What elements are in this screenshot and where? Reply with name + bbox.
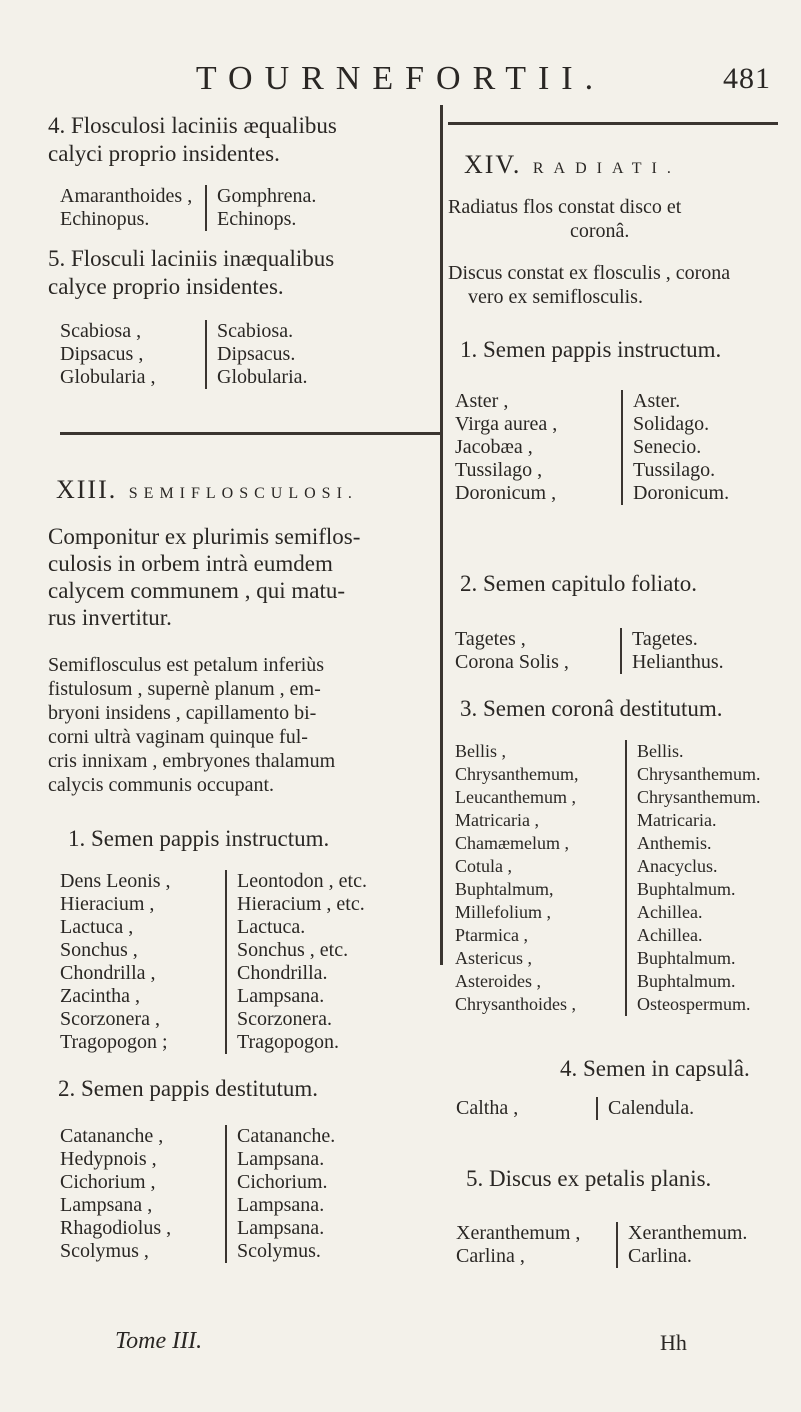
table-left-sub-2-left-3: Lampsana , xyxy=(60,1194,153,1216)
left-sub-1-heading: 1. Semen pappis instructum. xyxy=(68,826,330,851)
table-right-sub-3-left-7: Millefolium , xyxy=(455,902,551,922)
table-left-sub-1-left-4: Chondrilla , xyxy=(60,962,156,984)
left-para-1-line-2: culosis in orbem intrà eumdem xyxy=(48,551,333,576)
table-left-sub-1-right-5: Lampsana. xyxy=(237,985,325,1007)
right-para-1-line-2: coronâ. xyxy=(570,220,630,242)
table-left-sub-1-right-2: Lactuca. xyxy=(237,916,306,938)
table-left-sub-2-left-4: Rhagodiolus , xyxy=(60,1217,172,1239)
table-right-sub-3-right-2: Chrysanthemum. xyxy=(637,787,761,807)
table-right-sub-2-right xyxy=(620,628,724,674)
table-item-4-left-1: Echinopus. xyxy=(60,208,150,230)
right-para-2-line-2: vero ex semiflosculis. xyxy=(468,286,643,308)
left-para-2-line-2: fistulosum , supernè planum , em- xyxy=(48,678,321,700)
table-right-sub-3-right-10: Buphtalmum. xyxy=(637,971,736,991)
table-left-sub-2-right-2: Cichorium. xyxy=(237,1171,328,1193)
left-para-2-line-1: Semiflosculus est petalum inferiùs xyxy=(48,654,325,676)
table-item-4-left xyxy=(60,185,192,231)
table-right-sub-4-right-0: Calendula. xyxy=(608,1097,695,1119)
table-right-sub-2-left xyxy=(455,628,569,674)
table-item-5-left-1: Dipsacus , xyxy=(60,343,144,365)
section-14-roman: XIV. xyxy=(464,150,522,179)
right-para-1-line-1: Radiatus flos constat disco et xyxy=(448,196,682,218)
table-left-sub-1-left-1: Hieracium , xyxy=(60,893,155,915)
table-right-sub-5 xyxy=(456,1222,776,1274)
table-left-sub-1-right-6: Scorzonera. xyxy=(237,1008,332,1030)
table-left-sub-1-left-3: Sonchus , xyxy=(60,939,138,961)
table-left-sub-2-left-1: Hedypnois , xyxy=(60,1148,157,1170)
table-left-sub-2-right-5: Scolymus. xyxy=(237,1240,321,1262)
table-item-4-right-1: Echinops. xyxy=(217,208,297,230)
table-right-sub-4-right xyxy=(596,1097,694,1120)
right-para-2-line-1: Discus constat ex flosculis , corona xyxy=(448,262,731,284)
table-right-sub-3-left-10: Asteroides , xyxy=(455,971,541,991)
table-left-sub-1-left-0: Dens Leonis , xyxy=(60,870,171,892)
left-item-4-line-2: calyci proprio insidentes. xyxy=(48,141,280,166)
table-right-sub-4 xyxy=(456,1097,776,1127)
table-right-sub-4-left xyxy=(456,1097,518,1120)
left-para-2-line-3: bryoni insidens , capillamento bi- xyxy=(48,702,317,724)
table-right-sub-3-left-6: Buphtalmum, xyxy=(455,879,554,899)
left-para-2-line-4: corni ultrà vaginam quinque ful- xyxy=(48,726,308,748)
table-right-sub-1-right xyxy=(621,390,729,505)
table-right-sub-3-right-4: Anthemis. xyxy=(637,833,712,853)
table-left-sub-2-right-3: Lampsana. xyxy=(237,1194,325,1216)
table-right-sub-1-left-4: Doronicum , xyxy=(455,482,557,504)
table-right-sub-3-left-3: Matricaria , xyxy=(455,810,539,830)
table-right-sub-2-right-1: Helianthus. xyxy=(632,651,724,673)
table-right-sub-3-right-3: Matricaria. xyxy=(637,810,717,830)
table-item-4 xyxy=(60,185,420,241)
table-right-sub-3 xyxy=(455,740,785,1030)
table-item-5-left-2: Globularia , xyxy=(60,366,156,388)
table-right-sub-3-left-9: Astericus , xyxy=(455,948,532,968)
table-right-sub-2-left-1: Corona Solis , xyxy=(455,651,569,673)
page-number: 481 xyxy=(723,62,771,95)
table-left-sub-1-left-2: Lactuca , xyxy=(60,916,134,938)
right-sub-5-heading: 5. Discus ex petalis planis. xyxy=(466,1166,712,1191)
section-14-title: RADIATI. xyxy=(532,160,681,177)
right-sub-4-heading: 4. Semen in capsulâ. xyxy=(560,1056,750,1081)
table-left-sub-2-left-0: Catananche , xyxy=(60,1125,164,1147)
table-left-sub-1-right-4: Chondrilla. xyxy=(237,962,328,984)
table-left-sub-1-right-3: Sonchus , etc. xyxy=(237,939,349,961)
table-item-5-right xyxy=(205,320,308,389)
table-right-sub-5-left-1: Carlina , xyxy=(456,1245,525,1267)
table-item-5 xyxy=(60,320,420,392)
table-right-sub-5-left xyxy=(456,1222,580,1268)
left-item-4-line-1: 4. Flosculosi laciniis æqualibus xyxy=(48,113,337,138)
table-right-sub-3-left-1: Chrysanthemum, xyxy=(455,764,579,784)
section-rule-right xyxy=(448,122,778,125)
table-right-sub-2-right-0: Tagetes. xyxy=(632,628,698,650)
table-item-5-right-0: Scabiosa. xyxy=(217,320,294,342)
table-left-sub-1-left xyxy=(60,870,171,1054)
table-item-4-right xyxy=(205,185,316,231)
table-right-sub-5-right-1: Carlina. xyxy=(628,1245,692,1267)
section-13-heading xyxy=(56,475,358,505)
section-rule-left xyxy=(60,432,440,435)
section-13-roman: XIII. xyxy=(56,475,118,504)
table-item-4-right-0: Gomphrena. xyxy=(217,185,317,207)
table-right-sub-3-right-0: Bellis. xyxy=(637,741,684,761)
table-right-sub-1-left-3: Tussilago , xyxy=(455,459,543,481)
table-right-sub-1 xyxy=(455,390,775,510)
table-left-sub-1-left-5: Zacintha , xyxy=(60,985,140,1007)
table-right-sub-3-left-2: Leucanthemum , xyxy=(455,787,576,807)
table-left-sub-1-right xyxy=(225,870,367,1054)
page-header-title: TOURNEFORTII. xyxy=(195,60,606,97)
column-divider xyxy=(440,105,443,965)
table-left-sub-2-left-5: Scolymus , xyxy=(60,1240,149,1262)
table-item-5-right-2: Globularia. xyxy=(217,366,308,388)
right-sub-1-heading: 1. Semen pappis instructum. xyxy=(460,337,722,362)
table-item-5-left xyxy=(60,320,156,389)
table-left-sub-1-right-1: Hieracium , etc. xyxy=(237,893,365,915)
footer-signature: Tome III. xyxy=(115,1328,203,1354)
table-right-sub-3-right-1: Chrysanthemum. xyxy=(637,764,761,784)
left-para-2-line-6: calycis communis occupant. xyxy=(48,774,275,796)
table-right-sub-3-left xyxy=(455,740,579,1016)
table-left-sub-2-right-0: Catananche. xyxy=(237,1125,336,1147)
table-left-sub-2-left xyxy=(60,1125,171,1263)
table-item-4-left-0: Amaranthoides , xyxy=(60,185,193,207)
left-para-1-line-3: calycem communem , qui matu- xyxy=(48,578,345,603)
table-left-sub-1-left-7: Tragopogon ; xyxy=(60,1031,168,1053)
table-right-sub-3-right-8: Achillea. xyxy=(637,925,703,945)
table-left-sub-2-right-4: Lampsana. xyxy=(237,1217,325,1239)
left-para-1-line-1: Componitur ex plurimis semiflos- xyxy=(48,524,361,549)
table-left-sub-2-right xyxy=(225,1125,335,1263)
table-right-sub-3-left-8: Ptarmica , xyxy=(455,925,528,945)
table-right-sub-3-right-5: Anacyclus. xyxy=(637,856,718,876)
table-right-sub-1-left-1: Virga aurea , xyxy=(455,413,558,435)
table-right-sub-1-left xyxy=(455,390,557,505)
right-sub-2-heading: 2. Semen capitulo foliato. xyxy=(460,571,697,596)
table-right-sub-3-right-7: Achillea. xyxy=(637,902,703,922)
table-left-sub-2-right-1: Lampsana. xyxy=(237,1148,325,1170)
table-right-sub-3-left-4: Chamæmelum , xyxy=(455,833,569,853)
table-right-sub-3-left-11: Chrysanthoides , xyxy=(455,994,576,1014)
table-left-sub-1-right-0: Leontodon , etc. xyxy=(237,870,367,892)
table-right-sub-2 xyxy=(455,628,775,678)
table-left-sub-1-left-6: Scorzonera , xyxy=(60,1008,160,1030)
table-right-sub-3-right-6: Buphtalmum. xyxy=(637,879,736,899)
table-right-sub-2-left-0: Tagetes , xyxy=(455,628,526,650)
section-13-title: SEMIFLOSCULOSI. xyxy=(128,485,358,502)
table-right-sub-1-right-2: Senecio. xyxy=(633,436,702,458)
table-right-sub-4-left-0: Caltha , xyxy=(456,1097,519,1119)
left-para-2-line-5: cris innixam , embryones thalamum xyxy=(48,750,336,772)
table-right-sub-3-left-5: Cotula , xyxy=(455,856,512,876)
table-right-sub-1-right-0: Aster. xyxy=(633,390,681,412)
table-right-sub-1-left-0: Aster , xyxy=(455,390,509,412)
left-sub-2-heading: 2. Semen pappis destitutum. xyxy=(58,1076,319,1101)
table-right-sub-5-right xyxy=(616,1222,747,1268)
table-right-sub-3-right-11: Osteospermum. xyxy=(637,994,751,1014)
table-item-5-left-0: Scabiosa , xyxy=(60,320,142,342)
table-item-5-right-1: Dipsacus. xyxy=(217,343,296,365)
table-left-sub-2 xyxy=(60,1125,430,1270)
table-left-sub-1-right-7: Tragopogon. xyxy=(237,1031,340,1053)
table-left-sub-1 xyxy=(60,870,430,1060)
section-14-heading xyxy=(464,150,681,180)
left-item-5-line-1: 5. Flosculi laciniis inæqualibus xyxy=(48,246,335,271)
right-sub-3-heading: 3. Semen coronâ destitutum. xyxy=(460,696,723,721)
table-right-sub-3-right xyxy=(625,740,761,1016)
table-right-sub-1-right-1: Solidago. xyxy=(633,413,710,435)
left-item-5-line-2: calyce proprio insidentes. xyxy=(48,274,284,299)
table-right-sub-5-left-0: Xeranthemum , xyxy=(456,1222,581,1244)
table-right-sub-3-left-0: Bellis , xyxy=(455,741,507,761)
table-right-sub-5-right-0: Xeranthemum. xyxy=(628,1222,748,1244)
footer-mark: Hh xyxy=(660,1330,687,1355)
table-right-sub-1-left-2: Jacobæa , xyxy=(455,436,533,458)
table-right-sub-3-right-9: Buphtalmum. xyxy=(637,948,736,968)
table-left-sub-2-left-2: Cichorium , xyxy=(60,1171,156,1193)
table-right-sub-1-right-4: Doronicum. xyxy=(633,482,730,504)
table-right-sub-1-right-3: Tussilago. xyxy=(633,459,716,481)
left-para-1-line-4: rus invertitur. xyxy=(48,605,172,630)
